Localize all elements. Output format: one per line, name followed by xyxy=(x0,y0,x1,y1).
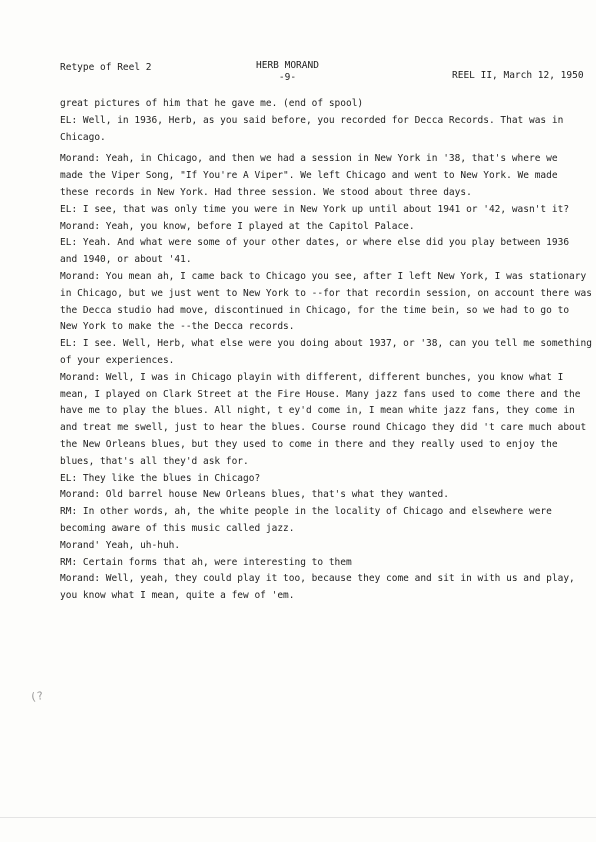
transcript-line: in Chicago, but we just went to New York to --for that recordin session, on account there was xyxy=(60,287,592,299)
transcript-line: EL: I see. Well, Herb, what else were you doing about 1937, or '38, can you tell me something xyxy=(60,338,592,350)
transcript-line: Morand: Yeah, in Chicago, and then we had a session in New York in '38, that's where we xyxy=(60,153,558,165)
header-date: REEL II, March 12, 1950 xyxy=(452,70,584,81)
transcript-line: and 1940, or about '41. xyxy=(60,254,192,266)
transcript-line: of your experiences. xyxy=(60,354,175,366)
transcript-line: Morand: Old barrel house New Orleans blues, that's what they wanted. xyxy=(60,489,449,501)
transcript-line: EL: I see, that was only time you were in New York up until about 1941 or '42, wasn't it? xyxy=(60,203,570,215)
transcript-line: the Decca studio had move, discontinued in Chicago, for the time bein, so we had to go to xyxy=(60,304,570,316)
transcript-line: have me to play the blues. All night, t ey'd come in, I mean white jazz fans, they come in xyxy=(60,405,575,417)
transcript-line: great pictures of him that he gave me. (end of spool) xyxy=(60,98,364,109)
transcript-line: EL: They like the blues in Chicago? xyxy=(60,472,261,484)
header-title-block xyxy=(256,60,319,84)
transcript-line: you know what I mean, quite a few of 'em. xyxy=(60,590,295,602)
transcript-line: these records in New York. Had three session. We stood about three days. xyxy=(60,186,472,198)
margin-annotation: (? xyxy=(29,689,45,704)
transcript-line: EL: Well, in 1936, Herb, as you said before, you recorded for Decca Records. That was in xyxy=(60,114,564,126)
transcript-body xyxy=(60,96,592,605)
transcript-line: New York to make the --the Decca records. xyxy=(60,321,295,333)
transcript-line: Morand: You mean ah, I came back to Chicago you see, after I left New York, I was stationary xyxy=(60,270,587,282)
transcript-line: RM: Certain forms that ah, were interesting to them xyxy=(60,556,352,568)
transcript-line: blues, that's all they'd ask for. xyxy=(60,455,249,467)
transcript-line: Morand' Yeah, uh-huh. xyxy=(60,539,181,551)
transcript-line: Chicago. xyxy=(60,131,106,143)
page-number: -9- xyxy=(278,72,297,83)
transcript-line: becoming aware of this music called jazz. xyxy=(60,522,295,534)
transcript-line: Morand: Well, yeah, they could play it too, because they come and sit in with us and play, xyxy=(60,573,575,585)
page-bottom-edge xyxy=(0,817,596,818)
transcript-line: and treat me swell, just to hear the blues. Course round Chicago they did 't care much about xyxy=(60,422,587,434)
header-title: HERB MORAND xyxy=(256,60,319,71)
transcript-line: Morand: Yeah, you know, before I played at the Capitol Palace. xyxy=(60,220,415,232)
transcript-line: made the Viper Song, "If You're A Viper". We left Chicago and went to New York. We made xyxy=(60,170,558,182)
transcript-line: RM: In other words, ah, the white people in the locality of Chicago and elsewhere were xyxy=(60,506,552,518)
transcript-line: EL: Yeah. And what were some of your other dates, or where else did you play between 1936 xyxy=(60,237,570,249)
transcript-line: the New Orleans blues, but they used to come in there and they really used to enjoy the xyxy=(60,438,558,450)
transcript-line: mean, I played on Clark Street at the Fire House. Many jazz fans used to come there and the xyxy=(60,388,581,400)
header-reel-label: Retype of Reel 2 xyxy=(60,62,152,73)
transcript-line: Morand: Well, I was in Chicago playin with different, different bunches, you know what I xyxy=(60,371,564,383)
